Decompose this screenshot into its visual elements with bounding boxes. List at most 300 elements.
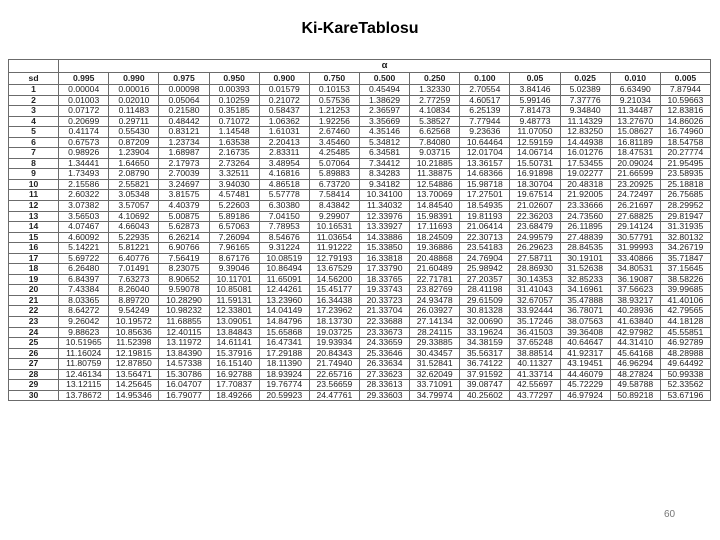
value-cell: 7.26094 bbox=[209, 232, 259, 243]
df-header: sd bbox=[9, 73, 59, 85]
value-cell: 38.88514 bbox=[510, 348, 560, 359]
value-cell: 0.21072 bbox=[259, 95, 309, 106]
df-cell: 14 bbox=[9, 222, 59, 233]
value-cell: 1.14548 bbox=[209, 127, 259, 138]
value-cell: 18.30704 bbox=[510, 179, 560, 190]
value-cell: 11.59131 bbox=[209, 295, 259, 306]
df-cell: 16 bbox=[9, 243, 59, 254]
value-cell: 0.11483 bbox=[109, 106, 159, 117]
value-cell: 49.64492 bbox=[660, 359, 710, 370]
value-cell: 2.70039 bbox=[159, 169, 209, 180]
value-cell: 10.85081 bbox=[209, 285, 259, 296]
value-cell: 4.10692 bbox=[109, 211, 159, 222]
value-cell: 21.66599 bbox=[610, 169, 660, 180]
value-cell: 21.92005 bbox=[560, 190, 610, 201]
value-cell: 0.05064 bbox=[159, 95, 209, 106]
value-cell: 12.54886 bbox=[410, 179, 460, 190]
value-cell: 3.45460 bbox=[309, 137, 359, 148]
df-cell: 27 bbox=[9, 359, 59, 370]
value-cell: 7.34412 bbox=[359, 158, 409, 169]
table-row bbox=[9, 295, 711, 306]
value-cell: 37.15645 bbox=[660, 264, 710, 275]
value-cell: 2.36597 bbox=[359, 106, 409, 117]
value-cell: 16.91898 bbox=[510, 169, 560, 180]
value-cell: 34.79974 bbox=[410, 390, 460, 401]
value-cell: 27.48839 bbox=[560, 232, 610, 243]
value-cell: 1.23734 bbox=[159, 137, 209, 148]
table-row bbox=[9, 390, 711, 401]
value-cell: 7.58414 bbox=[309, 190, 359, 201]
corner-cell bbox=[9, 60, 59, 73]
value-cell: 0.48442 bbox=[159, 116, 209, 127]
value-cell: 9.23636 bbox=[460, 127, 510, 138]
alpha-column-header: 0.025 bbox=[560, 73, 610, 85]
value-cell: 7.78953 bbox=[259, 222, 309, 233]
value-cell: 0.35185 bbox=[209, 106, 259, 117]
value-cell: 30.81328 bbox=[460, 306, 510, 317]
value-cell: 9.34840 bbox=[560, 106, 610, 117]
value-cell: 40.11327 bbox=[510, 359, 560, 370]
table-row bbox=[9, 243, 711, 254]
value-cell: 12.83816 bbox=[660, 106, 710, 117]
value-cell: 36.74122 bbox=[460, 359, 510, 370]
value-cell: 4.16816 bbox=[259, 169, 309, 180]
value-cell: 10.08519 bbox=[259, 253, 309, 264]
value-cell: 16.01276 bbox=[560, 148, 610, 159]
value-cell: 15.65868 bbox=[259, 327, 309, 338]
value-cell: 22.33688 bbox=[359, 317, 409, 328]
df-cell: 9 bbox=[9, 169, 59, 180]
value-cell: 30.57791 bbox=[610, 232, 660, 243]
value-cell: 11.34032 bbox=[359, 201, 409, 212]
value-cell: 46.92789 bbox=[660, 338, 710, 349]
value-cell: 36.41503 bbox=[510, 327, 560, 338]
value-cell: 13.84390 bbox=[159, 348, 209, 359]
value-cell: 21.02607 bbox=[510, 201, 560, 212]
value-cell: 34.16961 bbox=[560, 285, 610, 296]
value-cell: 29.14124 bbox=[610, 222, 660, 233]
value-cell: 10.11701 bbox=[209, 274, 259, 285]
value-cell: 18.47531 bbox=[610, 148, 660, 159]
value-cell: 3.05348 bbox=[109, 190, 159, 201]
value-cell: 6.73720 bbox=[309, 179, 359, 190]
value-cell: 2.60322 bbox=[59, 190, 109, 201]
value-cell: 18.54935 bbox=[460, 201, 510, 212]
value-cell: 17.27501 bbox=[460, 190, 510, 201]
value-cell: 39.08747 bbox=[460, 380, 510, 391]
value-cell: 13.84843 bbox=[209, 327, 259, 338]
value-cell: 14.84796 bbox=[259, 317, 309, 328]
df-cell: 6 bbox=[9, 137, 59, 148]
value-cell: 45.72229 bbox=[560, 380, 610, 391]
value-cell: 18.54758 bbox=[660, 137, 710, 148]
value-cell: 11.80759 bbox=[59, 359, 109, 370]
value-cell: 29.61509 bbox=[460, 295, 510, 306]
df-cell: 23 bbox=[9, 317, 59, 328]
value-cell: 52.33562 bbox=[660, 380, 710, 391]
value-cell: 24.72497 bbox=[610, 190, 660, 201]
value-cell: 0.45494 bbox=[359, 85, 409, 96]
table-row bbox=[9, 285, 711, 296]
value-cell: 6.34581 bbox=[359, 148, 409, 159]
value-cell: 21.95495 bbox=[660, 158, 710, 169]
value-cell: 19.76774 bbox=[259, 380, 309, 391]
value-cell: 50.99338 bbox=[660, 369, 710, 380]
value-cell: 10.21885 bbox=[410, 158, 460, 169]
value-cell: 19.67514 bbox=[510, 190, 560, 201]
df-cell: 25 bbox=[9, 338, 59, 349]
df-cell: 18 bbox=[9, 264, 59, 275]
value-cell: 5.57778 bbox=[259, 190, 309, 201]
value-cell: 43.19451 bbox=[560, 359, 610, 370]
value-cell: 14.44938 bbox=[560, 137, 610, 148]
value-cell: 2.17973 bbox=[159, 158, 209, 169]
value-cell: 6.62568 bbox=[410, 127, 460, 138]
value-cell: 14.95346 bbox=[109, 390, 159, 401]
value-cell: 30.14353 bbox=[510, 274, 560, 285]
table-row bbox=[9, 222, 711, 233]
value-cell: 9.26042 bbox=[59, 317, 109, 328]
value-cell: 46.97924 bbox=[560, 390, 610, 401]
value-cell: 18.33765 bbox=[359, 274, 409, 285]
table-row bbox=[9, 158, 711, 169]
value-cell: 0.10153 bbox=[309, 85, 359, 96]
value-cell: 30.19101 bbox=[560, 253, 610, 264]
table-row bbox=[9, 264, 711, 275]
value-cell: 20.59923 bbox=[259, 390, 309, 401]
value-cell: 39.99685 bbox=[660, 285, 710, 296]
value-cell: 14.04149 bbox=[259, 306, 309, 317]
value-cell: 32.62049 bbox=[410, 369, 460, 380]
value-cell: 50.89218 bbox=[610, 390, 660, 401]
value-cell: 6.90766 bbox=[159, 243, 209, 254]
table-row bbox=[9, 201, 711, 212]
alpha-column-header: 0.005 bbox=[660, 73, 710, 85]
value-cell: 17.11693 bbox=[410, 222, 460, 233]
table-row bbox=[9, 338, 711, 349]
value-cell: 13.67529 bbox=[309, 264, 359, 275]
value-cell: 16.81189 bbox=[610, 137, 660, 148]
value-cell: 5.62873 bbox=[159, 222, 209, 233]
value-cell: 15.37916 bbox=[209, 348, 259, 359]
value-cell: 4.10834 bbox=[410, 106, 460, 117]
value-cell: 31.52638 bbox=[560, 264, 610, 275]
value-cell: 15.08627 bbox=[610, 127, 660, 138]
value-cell: 4.40379 bbox=[159, 201, 209, 212]
table-row bbox=[9, 95, 711, 106]
value-cell: 0.71072 bbox=[209, 116, 259, 127]
alpha-column-header: 0.950 bbox=[209, 73, 259, 85]
value-cell: 2.70554 bbox=[460, 85, 510, 96]
alpha-column-header: 0.990 bbox=[109, 73, 159, 85]
value-cell: 21.60489 bbox=[410, 264, 460, 275]
value-cell: 11.16024 bbox=[59, 348, 109, 359]
value-cell: 15.45177 bbox=[309, 285, 359, 296]
value-cell: 17.70837 bbox=[209, 380, 259, 391]
value-cell: 31.52841 bbox=[410, 359, 460, 370]
value-cell: 32.67057 bbox=[510, 295, 560, 306]
value-cell: 42.97982 bbox=[610, 327, 660, 338]
value-cell: 11.38875 bbox=[410, 169, 460, 180]
value-cell: 53.67196 bbox=[660, 390, 710, 401]
value-cell: 28.41198 bbox=[460, 285, 510, 296]
value-cell: 27.20357 bbox=[460, 274, 510, 285]
value-cell: 11.91222 bbox=[309, 243, 359, 254]
alpha-column-header: 0.500 bbox=[359, 73, 409, 85]
df-cell: 15 bbox=[9, 232, 59, 243]
value-cell: 0.00004 bbox=[59, 85, 109, 96]
df-cell: 1 bbox=[9, 85, 59, 96]
value-cell: 16.15140 bbox=[209, 359, 259, 370]
df-cell: 11 bbox=[9, 190, 59, 201]
value-cell: 20.48868 bbox=[410, 253, 460, 264]
df-cell: 30 bbox=[9, 390, 59, 401]
table-row bbox=[9, 190, 711, 201]
value-cell: 1.23904 bbox=[109, 148, 159, 159]
value-cell: 1.21253 bbox=[309, 106, 359, 117]
table-row bbox=[9, 348, 711, 359]
value-cell: 2.55821 bbox=[109, 179, 159, 190]
value-cell: 5.89883 bbox=[309, 169, 359, 180]
value-cell: 5.81221 bbox=[109, 243, 159, 254]
value-cell: 5.07064 bbox=[309, 158, 359, 169]
value-cell: 34.38159 bbox=[460, 338, 510, 349]
table-row bbox=[9, 380, 711, 391]
alpha-column-header: 0.750 bbox=[309, 73, 359, 85]
value-cell: 23.54183 bbox=[460, 243, 510, 254]
table-row bbox=[9, 148, 711, 159]
value-cell: 12.01704 bbox=[460, 148, 510, 159]
value-cell: 11.03654 bbox=[309, 232, 359, 243]
value-cell: 16.92788 bbox=[209, 369, 259, 380]
alpha-column-header: 0.100 bbox=[460, 73, 510, 85]
value-cell: 0.00098 bbox=[159, 85, 209, 96]
value-cell: 8.34283 bbox=[359, 169, 409, 180]
value-cell: 12.33976 bbox=[359, 211, 409, 222]
value-cell: 2.08790 bbox=[109, 169, 159, 180]
value-cell: 30.43457 bbox=[410, 348, 460, 359]
df-cell: 7 bbox=[9, 148, 59, 159]
value-cell: 27.33623 bbox=[359, 369, 409, 380]
value-cell: 15.98391 bbox=[410, 211, 460, 222]
value-cell: 1.92256 bbox=[309, 116, 359, 127]
value-cell: 0.57536 bbox=[309, 95, 359, 106]
value-cell: 19.81193 bbox=[460, 211, 510, 222]
value-cell: 12.33801 bbox=[209, 306, 259, 317]
value-cell: 44.18128 bbox=[660, 317, 710, 328]
value-cell: 24.99579 bbox=[510, 232, 560, 243]
value-cell: 2.77259 bbox=[410, 95, 460, 106]
value-cell: 4.60092 bbox=[59, 232, 109, 243]
value-cell: 27.68825 bbox=[610, 211, 660, 222]
table-row bbox=[9, 253, 711, 264]
df-cell: 2 bbox=[9, 95, 59, 106]
value-cell: 15.98718 bbox=[460, 179, 510, 190]
value-cell: 8.43842 bbox=[309, 201, 359, 212]
value-cell: 1.06362 bbox=[259, 116, 309, 127]
value-cell: 0.00016 bbox=[109, 85, 159, 96]
value-cell: 29.81947 bbox=[660, 211, 710, 222]
chi-square-table-container bbox=[8, 59, 711, 401]
value-cell: 9.88623 bbox=[59, 327, 109, 338]
df-cell: 3 bbox=[9, 106, 59, 117]
value-cell: 27.14134 bbox=[410, 317, 460, 328]
value-cell: 6.84397 bbox=[59, 274, 109, 285]
value-cell: 0.58437 bbox=[259, 106, 309, 117]
value-cell: 7.96165 bbox=[209, 243, 259, 254]
value-cell: 23.58935 bbox=[660, 169, 710, 180]
value-cell: 10.16531 bbox=[309, 222, 359, 233]
value-cell: 26.33634 bbox=[359, 359, 409, 370]
value-cell: 9.34182 bbox=[359, 179, 409, 190]
value-cell: 16.33818 bbox=[359, 253, 409, 264]
value-cell: 33.71091 bbox=[410, 380, 460, 391]
table-row bbox=[9, 274, 711, 285]
value-cell: 3.35669 bbox=[359, 116, 409, 127]
value-cell: 8.54676 bbox=[259, 232, 309, 243]
value-cell: 14.56200 bbox=[309, 274, 359, 285]
value-cell: 4.35146 bbox=[359, 127, 409, 138]
value-cell: 0.83121 bbox=[159, 127, 209, 138]
value-cell: 21.74940 bbox=[309, 359, 359, 370]
value-cell: 0.55430 bbox=[109, 127, 159, 138]
value-cell: 8.90652 bbox=[159, 274, 209, 285]
alpha-column-header: 0.975 bbox=[159, 73, 209, 85]
value-cell: 38.58226 bbox=[660, 274, 710, 285]
value-cell: 5.69722 bbox=[59, 253, 109, 264]
value-cell: 3.81575 bbox=[159, 190, 209, 201]
value-cell: 33.92444 bbox=[510, 306, 560, 317]
value-cell: 4.07467 bbox=[59, 222, 109, 233]
value-cell: 28.86930 bbox=[510, 264, 560, 275]
value-cell: 2.20413 bbox=[259, 137, 309, 148]
value-cell: 29.33885 bbox=[410, 338, 460, 349]
table-row bbox=[9, 327, 711, 338]
value-cell: 13.11972 bbox=[159, 338, 209, 349]
value-cell: 17.23962 bbox=[309, 306, 359, 317]
value-cell: 14.61141 bbox=[209, 338, 259, 349]
value-cell: 10.64464 bbox=[460, 137, 510, 148]
value-cell: 18.93924 bbox=[259, 369, 309, 380]
value-cell: 2.16735 bbox=[209, 148, 259, 159]
alpha-column-header: 0.250 bbox=[410, 73, 460, 85]
table-row bbox=[9, 232, 711, 243]
value-cell: 39.36408 bbox=[560, 327, 610, 338]
value-cell: 4.86518 bbox=[259, 179, 309, 190]
value-cell: 10.98232 bbox=[159, 306, 209, 317]
value-cell: 11.65091 bbox=[259, 274, 309, 285]
value-cell: 13.09051 bbox=[209, 317, 259, 328]
value-cell: 12.19815 bbox=[109, 348, 159, 359]
value-cell: 8.03365 bbox=[59, 295, 109, 306]
value-cell: 10.86494 bbox=[259, 264, 309, 275]
value-cell: 31.99993 bbox=[610, 243, 660, 254]
value-cell: 3.56503 bbox=[59, 211, 109, 222]
value-cell: 0.29711 bbox=[109, 116, 159, 127]
chi-square-table bbox=[8, 59, 711, 401]
value-cell: 28.24115 bbox=[410, 327, 460, 338]
value-cell: 21.33704 bbox=[359, 306, 409, 317]
table-row bbox=[9, 306, 711, 317]
value-cell: 4.25485 bbox=[309, 148, 359, 159]
table-row bbox=[9, 106, 711, 117]
value-cell: 14.33886 bbox=[359, 232, 409, 243]
value-cell: 18.24509 bbox=[410, 232, 460, 243]
value-cell: 1.32330 bbox=[410, 85, 460, 96]
value-cell: 0.00393 bbox=[209, 85, 259, 96]
value-cell: 13.78672 bbox=[59, 390, 109, 401]
value-cell: 48.27824 bbox=[610, 369, 660, 380]
value-cell: 31.31935 bbox=[660, 222, 710, 233]
value-cell: 22.71781 bbox=[410, 274, 460, 285]
value-cell: 16.47341 bbox=[259, 338, 309, 349]
value-cell: 15.30786 bbox=[159, 369, 209, 380]
value-cell: 23.68479 bbox=[510, 222, 560, 233]
value-cell: 45.55851 bbox=[660, 327, 710, 338]
value-cell: 16.04707 bbox=[159, 380, 209, 391]
value-cell: 12.79193 bbox=[309, 253, 359, 264]
value-cell: 5.99146 bbox=[510, 95, 560, 106]
value-cell: 8.64272 bbox=[59, 306, 109, 317]
value-cell: 6.25139 bbox=[460, 106, 510, 117]
df-cell: 10 bbox=[9, 179, 59, 190]
value-cell: 44.31410 bbox=[610, 338, 660, 349]
value-cell: 18.13730 bbox=[309, 317, 359, 328]
value-cell: 6.26480 bbox=[59, 264, 109, 275]
value-cell: 9.31224 bbox=[259, 243, 309, 254]
value-cell: 27.58711 bbox=[510, 253, 560, 264]
value-cell: 5.22935 bbox=[109, 232, 159, 243]
value-cell: 17.29188 bbox=[259, 348, 309, 359]
value-cell: 26.75685 bbox=[660, 190, 710, 201]
value-cell: 11.07050 bbox=[510, 127, 560, 138]
value-cell: 34.80531 bbox=[610, 264, 660, 275]
value-cell: 22.65716 bbox=[309, 369, 359, 380]
value-cell: 3.07382 bbox=[59, 201, 109, 212]
value-cell: 32.00690 bbox=[460, 317, 510, 328]
value-cell: 21.06414 bbox=[460, 222, 510, 233]
value-cell: 10.19572 bbox=[109, 317, 159, 328]
alpha-column-header: 0.995 bbox=[59, 73, 109, 85]
value-cell: 35.17246 bbox=[510, 317, 560, 328]
value-cell: 13.27670 bbox=[610, 116, 660, 127]
value-cell: 3.84146 bbox=[510, 85, 560, 96]
value-cell: 44.46079 bbox=[560, 369, 610, 380]
value-cell: 0.10259 bbox=[209, 95, 259, 106]
value-cell: 8.26040 bbox=[109, 285, 159, 296]
value-cell: 49.58788 bbox=[610, 380, 660, 391]
value-cell: 5.14221 bbox=[59, 243, 109, 254]
value-cell: 1.64650 bbox=[109, 158, 159, 169]
value-cell: 41.63840 bbox=[610, 317, 660, 328]
value-cell: 2.15586 bbox=[59, 179, 109, 190]
value-cell: 14.25645 bbox=[109, 380, 159, 391]
value-cell: 23.20925 bbox=[610, 179, 660, 190]
value-cell: 23.33666 bbox=[560, 201, 610, 212]
value-cell: 5.38527 bbox=[410, 116, 460, 127]
value-cell: 32.85233 bbox=[560, 274, 610, 285]
value-cell: 0.87209 bbox=[109, 137, 159, 148]
table-row bbox=[9, 179, 711, 190]
df-cell: 5 bbox=[9, 127, 59, 138]
value-cell: 9.54249 bbox=[109, 306, 159, 317]
value-cell: 33.19624 bbox=[460, 327, 510, 338]
table-row bbox=[9, 137, 711, 148]
value-cell: 9.59078 bbox=[159, 285, 209, 296]
value-cell: 7.77944 bbox=[460, 116, 510, 127]
value-cell: 9.03715 bbox=[410, 148, 460, 159]
value-cell: 26.03927 bbox=[410, 306, 460, 317]
